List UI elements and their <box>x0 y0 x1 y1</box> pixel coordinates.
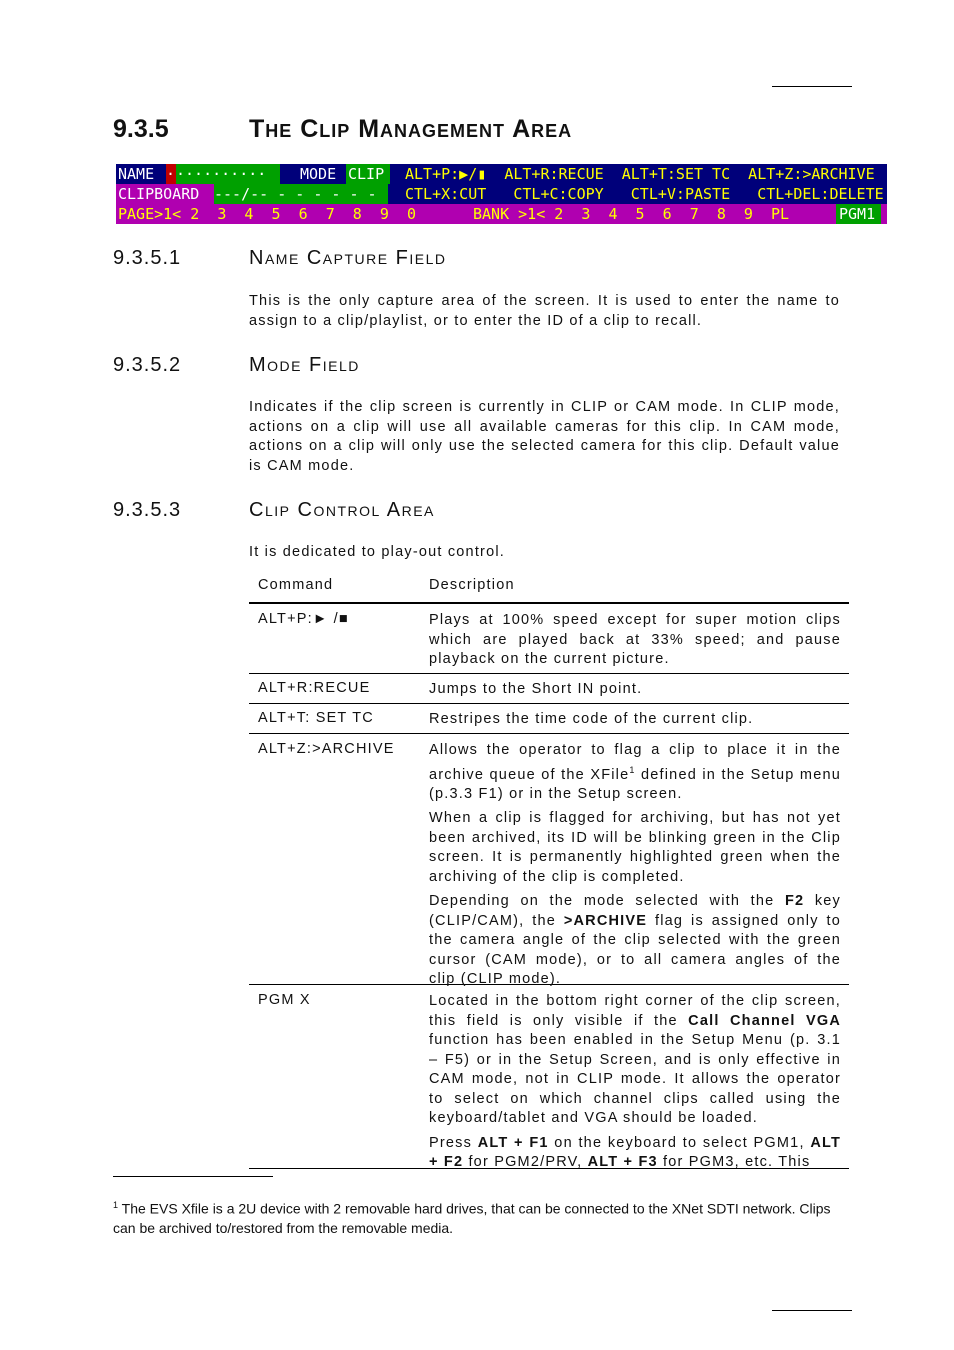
subsection-number: 9.3.5.2 <box>113 354 182 376</box>
subsection-title: Name Capture Field <box>249 247 447 269</box>
name-label: NAME <box>116 164 178 184</box>
table-row <box>249 734 849 988</box>
paragraph: This is the only capture area of the screen. It is used to enter the name to assign to a clip/playlist, or to enter the ID of a clip to recall. <box>249 293 840 329</box>
header-description: Description <box>429 577 515 593</box>
description-cell <box>429 734 841 990</box>
mode-value: CLIP <box>346 164 390 184</box>
command-cell: ALT+R:RECUE <box>258 680 371 696</box>
description-text: When a clip is flagged for archiving, but has not yet been archived, its ID will be blinking green in the Clip screen. It is permanently highlighted green when the archiving of the clip is completed. <box>429 810 841 885</box>
table-row <box>249 604 849 674</box>
command-table <box>249 572 849 1169</box>
table-row <box>249 704 849 734</box>
subsection-title: Mode Field <box>249 354 360 376</box>
footnote-separator <box>113 1176 273 1177</box>
section-number: 9.3.5 <box>113 115 169 143</box>
subsection-number: 9.3.5.1 <box>113 247 182 269</box>
paragraph: It is dedicated to play-out control. <box>249 544 505 560</box>
subsection-title: Clip Control Area <box>249 499 435 521</box>
command-cell: ALT+Z:>ARCHIVE <box>258 741 395 757</box>
footnote-ref[interactable]: 1 <box>629 764 636 775</box>
terminal-row-page-bank <box>116 204 887 224</box>
description-cell <box>429 985 841 1169</box>
clip-commands-row2: CTL+X:CUT CTL+C:COPY CTL+V:PASTE CTL+DEL:DELETE <box>405 185 884 203</box>
header-rule <box>772 86 852 87</box>
description-cell <box>429 704 841 730</box>
description-text: Jumps to the Short IN point. <box>429 681 643 697</box>
table-header <box>249 572 849 604</box>
table-row <box>249 985 849 1169</box>
name-capture-field: ·········· <box>176 164 280 184</box>
description-cell <box>429 674 841 700</box>
header-command: Command <box>258 577 334 593</box>
mode-label: MODE <box>300 165 337 183</box>
description-text: Allows the operator to flag a clip to place it in the archive queue of the XFile$^1$ defined in the Setup menu (p.3.3 F1) or in the Setup screen. <box>429 742 841 802</box>
table-row <box>249 674 849 704</box>
footnote-marker: 1 <box>113 1200 119 1210</box>
description-text: Plays at 100% speed except for super motion clips which are played back at 33% speed; and pause playback on the current picture. <box>429 612 841 667</box>
description-text: Depending on the mode selected with the F2 key (CLIP/CAM), the >ARCHIVE flag is assigned only to the camera angle of the clip selected with the green cursor (CAM mode), or to all camera angles of the clip (CLIP mode). <box>429 893 841 988</box>
command-cell: PGM X <box>258 992 311 1008</box>
description-text: Located in the bottom right corner of the clip screen, this field is only visible if the Call Channel VGA function has been enabled in the Setup Menu (p. 3.1 – F5) or in the Setup Screen, and is only effective in CAM mode, not in CLIP mode. It allows the operator to select on which channel clips called using the keyboard/tablet and VGA should be loaded. <box>429 993 841 1126</box>
description-text: Restripes the time code of the current clip. <box>429 711 754 727</box>
footnote-text: The EVS Xfile is a 2U device with 2 removable hard drives, that can be connected to the XNet SDTI network. Clips can be archived to/restored from the removable media. <box>113 1200 831 1236</box>
clipboard-label: CLIPBOARD <box>116 184 214 204</box>
terminal-row-clipboard <box>116 184 887 204</box>
bank-selector: BANK >1< 2 3 4 5 6 7 8 9 PL <box>473 205 790 223</box>
footer-rule <box>772 1310 852 1311</box>
command-cell: ALT+T: SET TC <box>258 710 374 726</box>
paragraph: Indicates if the clip screen is currently in CLIP or CAM mode. In CLIP mode, actions on a clip will use all available cameras for this clip. In CAM mode, actions on a clip will only use the selected camera for this clip. Default value is CAM mode. <box>249 399 840 474</box>
subsection-number: 9.3.5.3 <box>113 499 182 521</box>
clip-screen-terminal <box>116 164 887 224</box>
pgm-field: PGM1 <box>836 204 881 224</box>
section-title: The Clip Management Area <box>249 115 573 143</box>
terminal-row-name-mode <box>116 164 887 184</box>
command-cell: ALT+P:► /■ <box>258 611 349 627</box>
page-selector: PAGE>1< 2 3 4 5 6 7 8 9 0 <box>118 205 417 223</box>
description-cell <box>429 604 841 670</box>
clipboard-value: ---/-- - - - - - - <box>214 184 388 204</box>
footnote <box>113 1196 853 1238</box>
clip-commands-row1: ALT+P:▶/▮ ALT+R:RECUE ALT+T:SET TC ALT+Z:>ARCHIVE <box>405 165 875 183</box>
name-cursor: · <box>166 165 176 183</box>
description-text: Press ALT + F1 on the keyboard to select PGM1, ALT + F2 for PGM2/PRV, ALT + F3 for PGM3, etc. This <box>429 1134 842 1169</box>
